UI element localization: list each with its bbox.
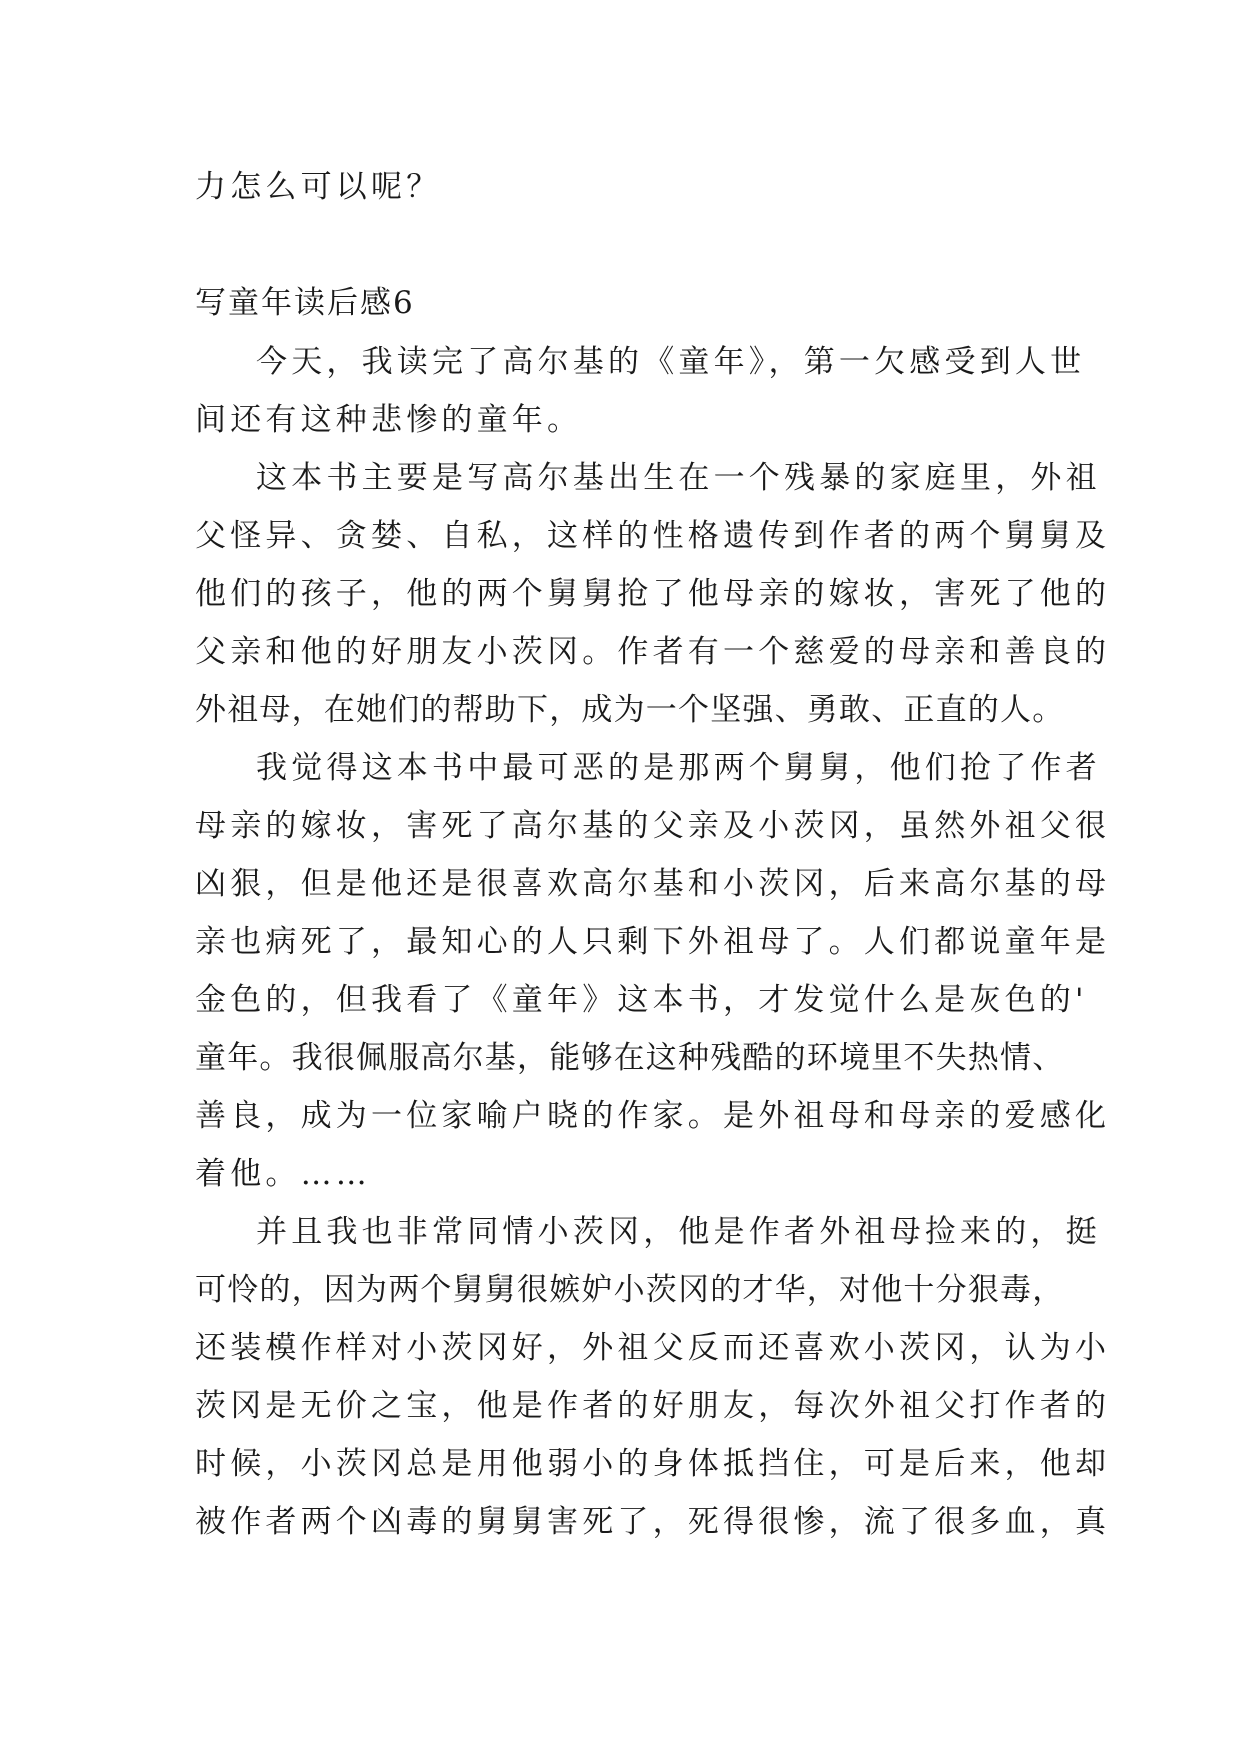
paragraph-line: 这本书主要是写高尔基出生在一个残暴的家庭里，外祖	[256, 460, 1101, 496]
paragraph-line: 间还有这种悲惨的童年。	[195, 402, 583, 438]
paragraph-line: 并且我也非常同情小茨冈，他是作者外祖母捡来的，挺	[256, 1214, 1101, 1250]
paragraph-line: 凶狠，但是他还是很喜欢高尔基和小茨冈，后来高尔基的母	[195, 866, 1111, 902]
section-heading: 写童年读后感6	[195, 285, 415, 321]
paragraph-line: 我觉得这本书中最可恶的是那两个舅舅，他们抢了作者	[256, 750, 1101, 786]
paragraph-line: 时候，小茨冈总是用他弱小的身体抵挡住，可是后来，他却	[195, 1446, 1111, 1482]
paragraph-line: 父怪异、贪婪、自私，这样的性格遗传到作者的两个舅舅及	[195, 518, 1111, 554]
paragraph-line: 亲也病死了，最知心的人只剩下外祖母了。人们都说童年是	[195, 924, 1111, 960]
paragraph-line: 金色的，但我看了《童年》这本书，才发觉什么是灰色的'	[195, 982, 1088, 1018]
paragraph-line: 被作者两个凶毒的舅舅害死了，死得很惨，流了很多血，真	[195, 1504, 1111, 1540]
paragraph-line: 他们的孩子，他的两个舅舅抢了他母亲的嫁妆，害死了他的	[195, 576, 1111, 612]
paragraph-line: 茨冈是无价之宝，他是作者的好朋友，每次外祖父打作者的	[195, 1388, 1111, 1424]
paragraph-line: 母亲的嫁妆，害死了高尔基的父亲及小茨冈，虽然外祖父很	[195, 808, 1111, 844]
continuation-line: 力怎么可以呢？	[195, 169, 442, 205]
paragraph-line: 今天，我读完了高尔基的《童年》，第一欠感受到人世	[256, 344, 1086, 380]
paragraph-line: 着他。……	[195, 1156, 371, 1192]
paragraph-line: 童年。我很佩服高尔基，能够在这种残酷的环境里不失热情、	[195, 1040, 1065, 1076]
paragraph-line: 父亲和他的好朋友小茨冈。作者有一个慈爱的母亲和善良的	[195, 634, 1111, 670]
paragraph-line: 善良，成为一位家喻户晓的作家。是外祖母和母亲的爱感化	[195, 1098, 1111, 1134]
paragraph-line: 外祖母，在她们的帮助下，成为一个坚强、勇敢、正直的人。	[195, 692, 1065, 728]
paragraph-line: 可怜的，因为两个舅舅很嫉妒小茨冈的才华，对他十分狠毒，	[195, 1272, 1065, 1308]
paragraph-line: 还装模作样对小茨冈好，外祖父反而还喜欢小茨冈，认为小	[195, 1330, 1111, 1366]
